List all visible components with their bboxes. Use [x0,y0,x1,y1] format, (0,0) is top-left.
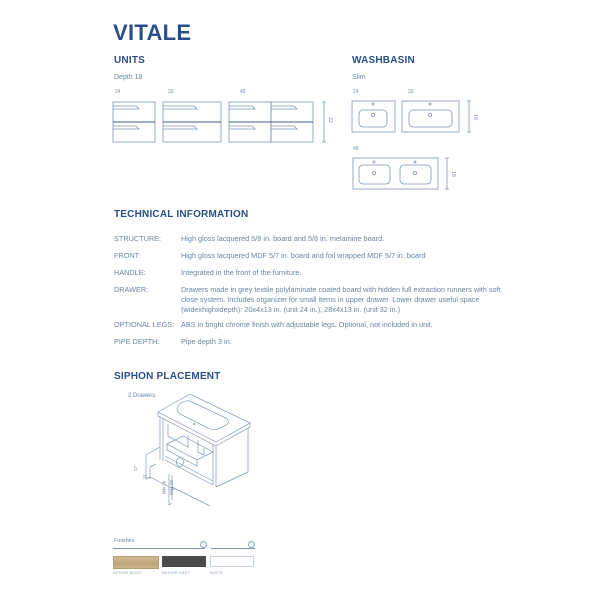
units-depth-label: Depth 18 [114,74,143,81]
units-width-24: 24 [115,89,121,95]
finish-type-icon-2 [248,541,255,548]
units-width-32: 32 [168,89,174,95]
swatch-label-beige: NATURE BEIGE [113,571,142,575]
finishes-divider-1 [113,548,205,549]
siphon-caption: 2 Drawers [128,393,156,399]
tech-key: HANDLE: [114,268,146,277]
washbasin-type-label: Slim [352,74,366,81]
tech-key: OPTIONAL LEGS: [114,320,175,329]
tech-value: Drawers made in grey textile polylaminate coated board with hidden full extraction runners with soft close system. Includes organizer for small items in upper drawer. Lower drawer useful space (widexhighxdepth): 20x4x13 in. (unit 24 in.), 28x4x13 in. (unit 32 in.) [181,285,501,314]
washbasin-heading: WASHBASIN [352,55,415,66]
finish-type-icon-1 [200,541,207,548]
tech-key: FRONT: [114,251,141,260]
units-heading: UNITS [114,55,145,66]
tech-value: ABS in bright chrome finish with adjustable legs. Optional, not included in unit. [181,320,433,329]
swatch-nature-beige[interactable] [113,556,159,569]
tech-key: STRUCTURE: [114,234,162,243]
swatch-nature-grey[interactable] [162,556,206,567]
finishes-divider-2 [211,548,255,549]
tech-value: Integrated in the front of the furniture. [181,268,302,277]
tech-key: DRAWER: [114,285,149,294]
tech-value: Pipe depth 3 in. [181,337,232,346]
page-title: VITALE [113,20,192,45]
washbasin-width-24: 24 [353,89,359,95]
swatch-white[interactable] [210,556,254,567]
tech-value: High gloss lacquered MDF 5/7 in. board and foil wrapped MDF 5/7 in. board [181,251,426,260]
siphon-dim-max: Max 23 [168,480,174,495]
swatch-label-grey: NATURE GREY [162,571,190,575]
technical-heading: TECHNICAL INFORMATION [114,209,249,220]
swatch-label-white: WHITE [210,571,223,575]
units-height-label: 22 [326,117,333,123]
tech-key: PIPE DEPTH: [114,337,160,346]
washbasin-width-32: 32 [408,89,414,95]
siphon-dim-11: 11 [141,474,147,479]
finishes-heading: Finishes [114,538,135,544]
washbasin-width-48: 48 [353,146,359,152]
siphon-heading: SIPHON PLACEMENT [114,371,221,382]
washbasin48-height-label: 18 [449,171,456,177]
siphon-dim-min: Min 20 [161,480,167,495]
siphon-dim-17: 17 [133,465,139,472]
tech-value: High gloss lacquered 5/8 in. board and 5/8 in. melamine board. [181,234,385,243]
washbasin-height-label: 18 [471,114,478,120]
units-width-48: 48 [240,89,246,95]
